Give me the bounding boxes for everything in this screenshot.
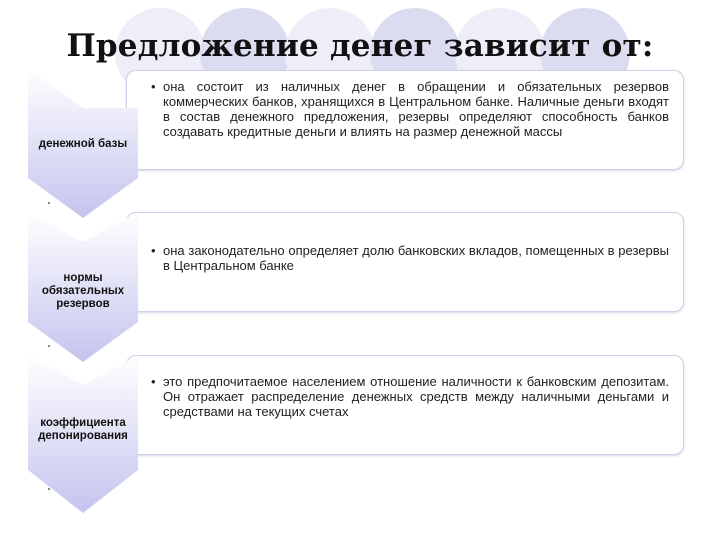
chevron-shape-1 <box>28 68 138 218</box>
divider-dot <box>48 202 50 204</box>
description-content: это предпочитаемое населением отношение наличности к банковским депозитам. Он отражает распределение денежных средств между наличными деньгами и средствами на текущих счетах <box>163 374 669 419</box>
description-text-2 <box>151 243 669 273</box>
chevron-label-2: нормы обязательных резервов <box>41 272 125 310</box>
description-card-2 <box>126 212 684 312</box>
bullet-marker: • <box>151 374 156 389</box>
chevron-label-1: денежной базы <box>38 138 128 150</box>
description-card-1 <box>126 70 684 170</box>
chevron-shape-3 <box>28 355 138 513</box>
description-content: она состоит из наличных денег в обращении и обязательных резервов коммерческих банков, хранящихся в Центральном банке. Наличные деньги входят в состав денежного предложения, резервы определяют способность банков создавать кредитные деньги и влиять на размер денежной массы <box>163 79 669 139</box>
description-text-3 <box>151 374 669 419</box>
description-text-1 <box>151 79 669 139</box>
bullet-marker: • <box>151 79 156 94</box>
chevron-shape-2 <box>28 212 138 362</box>
divider-dot <box>48 345 50 347</box>
description-card-3 <box>126 355 684 455</box>
description-content: она законодательно определяет долю банковских вкладов, помещенных в резервы в Центральном банке <box>163 243 669 273</box>
divider-dot <box>48 488 50 490</box>
bullet-marker: • <box>151 243 156 258</box>
chevron-label-3: коэффициента депонирования <box>38 417 128 442</box>
page-title: Предложение денег зависит от: <box>66 28 654 64</box>
